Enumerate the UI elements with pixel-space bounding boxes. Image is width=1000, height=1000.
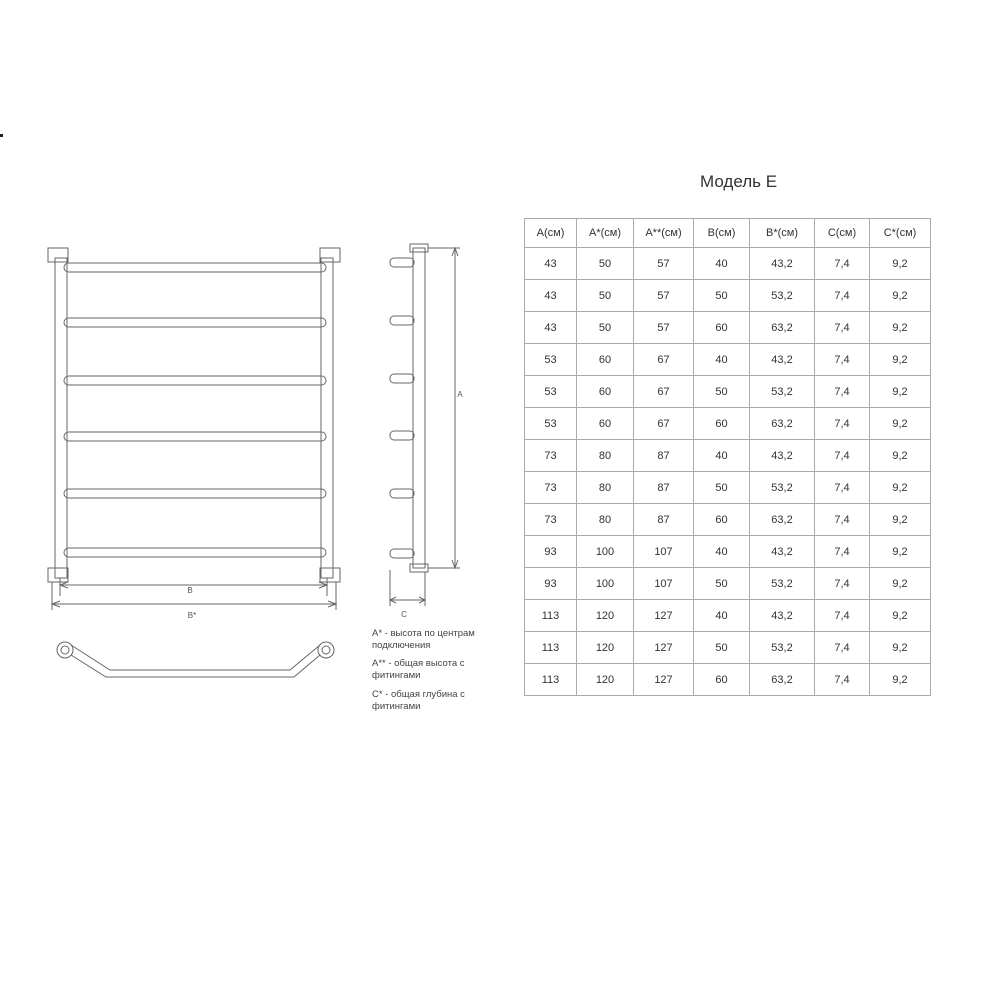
- table-cell: 40: [694, 600, 750, 632]
- table-cell: 9,2: [870, 312, 931, 344]
- table-cell: 50: [577, 312, 634, 344]
- table-cell: 9,2: [870, 376, 931, 408]
- table-row: [525, 280, 931, 312]
- table-cell: 53,2: [750, 376, 815, 408]
- table-cell: 7,4: [815, 632, 870, 664]
- table-cell: 120: [577, 664, 634, 696]
- table-cell: 50: [694, 568, 750, 600]
- table-cell: 120: [577, 600, 634, 632]
- table-cell: 73: [525, 504, 577, 536]
- table-cell: 63,2: [750, 312, 815, 344]
- top-view: [57, 642, 334, 677]
- rail-rung: [64, 432, 326, 441]
- table-cell: 9,2: [870, 344, 931, 376]
- table-cell: 43,2: [750, 536, 815, 568]
- table-row: [525, 568, 931, 600]
- table-cell: 50: [694, 376, 750, 408]
- table-cell: 57: [634, 312, 694, 344]
- table-row: [525, 376, 931, 408]
- table-cell: 43,2: [750, 248, 815, 280]
- table-cell: 7,4: [815, 280, 870, 312]
- column-header-a: A(см): [525, 219, 577, 248]
- table-cell: 7,4: [815, 248, 870, 280]
- table-row: [525, 312, 931, 344]
- legend-note-a-double-star: A** - общая высота с фитингами: [372, 658, 465, 681]
- table-cell: 87: [634, 440, 694, 472]
- left-end-ring-inner: [61, 646, 69, 654]
- table-cell: 9,2: [870, 664, 931, 696]
- table-cell: 40: [694, 344, 750, 376]
- table-cell: 80: [577, 472, 634, 504]
- table-cell: 50: [694, 632, 750, 664]
- table-row: [525, 344, 931, 376]
- table-cell: 53,2: [750, 472, 815, 504]
- column-header-c-star: C*(см): [870, 219, 931, 248]
- model-title: Модель E: [700, 172, 778, 191]
- front-view: [48, 248, 340, 610]
- table-row: [525, 664, 931, 696]
- table-cell: 9,2: [870, 408, 931, 440]
- table-cell: 50: [577, 280, 634, 312]
- table-header-row: [525, 219, 931, 248]
- right-end-ring-inner: [322, 646, 330, 654]
- table-row: [525, 440, 931, 472]
- table-cell: 7,4: [815, 376, 870, 408]
- rung-stub: [390, 316, 414, 325]
- table-cell: 67: [634, 376, 694, 408]
- dim-bstar-label: B*: [187, 611, 197, 620]
- table-cell: 107: [634, 536, 694, 568]
- table-cell: 63,2: [750, 408, 815, 440]
- table-cell: 9,2: [870, 440, 931, 472]
- table-cell: 40: [694, 536, 750, 568]
- table-cell: 43: [525, 248, 577, 280]
- table-cell: 107: [634, 568, 694, 600]
- table-cell: 60: [694, 408, 750, 440]
- table-cell: 53: [525, 376, 577, 408]
- rail-rung: [64, 263, 326, 272]
- table-cell: 87: [634, 504, 694, 536]
- table-row: [525, 248, 931, 280]
- table-cell: 73: [525, 440, 577, 472]
- table-cell: 43,2: [750, 440, 815, 472]
- table-cell: 7,4: [815, 472, 870, 504]
- legend-note-c-star: C* - общая глубина с фитингами: [372, 689, 465, 712]
- table-cell: 127: [634, 664, 694, 696]
- table-row: [525, 408, 931, 440]
- top-profile-outer: [71, 645, 320, 670]
- left-upright: [55, 258, 67, 578]
- table-cell: 7,4: [815, 312, 870, 344]
- right-upright: [321, 258, 333, 578]
- table-cell: 9,2: [870, 632, 931, 664]
- column-header-b: B(см): [694, 219, 750, 248]
- table-row: [525, 600, 931, 632]
- table-cell: 63,2: [750, 664, 815, 696]
- table-cell: 127: [634, 600, 694, 632]
- table-cell: 127: [634, 632, 694, 664]
- table-cell: 80: [577, 504, 634, 536]
- table-cell: 7,4: [815, 568, 870, 600]
- table-cell: 43: [525, 280, 577, 312]
- top-profile-inner: [71, 655, 320, 677]
- table-cell: 80: [577, 440, 634, 472]
- table-cell: 40: [694, 248, 750, 280]
- table-cell: 100: [577, 536, 634, 568]
- table-cell: 120: [577, 632, 634, 664]
- table-cell: 63,2: [750, 504, 815, 536]
- table-cell: 9,2: [870, 280, 931, 312]
- column-header-c: C(см): [815, 219, 870, 248]
- legend-note-a-star: A* - высота по центрам подключения: [372, 628, 475, 651]
- table-cell: 7,4: [815, 600, 870, 632]
- table-cell: 53: [525, 344, 577, 376]
- rail-rung: [64, 318, 326, 327]
- table-body: [525, 248, 931, 696]
- table-cell: 60: [577, 408, 634, 440]
- table-cell: 53: [525, 408, 577, 440]
- column-header-a-star: A*(см): [577, 219, 634, 248]
- table-cell: 73: [525, 472, 577, 504]
- rung-stub: [390, 431, 414, 440]
- dim-b-label: B: [187, 586, 193, 595]
- table-row: [525, 536, 931, 568]
- table-cell: 53,2: [750, 280, 815, 312]
- table-cell: 60: [577, 344, 634, 376]
- table-cell: 93: [525, 536, 577, 568]
- table-cell: 67: [634, 408, 694, 440]
- left-bottom-cap: [48, 568, 68, 582]
- left-end-ring: [57, 642, 73, 658]
- rung-stub: [390, 374, 414, 383]
- table-cell: 60: [577, 376, 634, 408]
- table-cell: 60: [694, 504, 750, 536]
- right-end-ring: [318, 642, 334, 658]
- left-top-cap: [48, 248, 68, 262]
- table-cell: 7,4: [815, 344, 870, 376]
- table-cell: 67: [634, 344, 694, 376]
- table-cell: 43,2: [750, 344, 815, 376]
- table-cell: 113: [525, 632, 577, 664]
- right-top-cap: [320, 248, 340, 262]
- column-header-b-star: B*(см): [750, 219, 815, 248]
- table-cell: 57: [634, 248, 694, 280]
- table-row: [525, 472, 931, 504]
- table-cell: 9,2: [870, 472, 931, 504]
- right-bottom-cap: [320, 568, 340, 582]
- table-cell: 57: [634, 280, 694, 312]
- table-cell: 9,2: [870, 248, 931, 280]
- rung-stub: [390, 258, 414, 267]
- table-cell: 7,4: [815, 504, 870, 536]
- table-cell: 93: [525, 568, 577, 600]
- table-cell: 7,4: [815, 408, 870, 440]
- table-cell: 43: [525, 312, 577, 344]
- table-cell: 60: [694, 312, 750, 344]
- table-cell: 50: [694, 280, 750, 312]
- rung-stub: [390, 489, 414, 498]
- table-cell: 43,2: [750, 600, 815, 632]
- table-cell: 40: [694, 440, 750, 472]
- table-cell: 113: [525, 664, 577, 696]
- table-cell: 50: [694, 472, 750, 504]
- table-cell: 100: [577, 568, 634, 600]
- table-cell: 53,2: [750, 568, 815, 600]
- rail-rung: [64, 376, 326, 385]
- table-cell: 7,4: [815, 536, 870, 568]
- dim-a-label: A: [457, 390, 463, 399]
- table-cell: 7,4: [815, 440, 870, 472]
- dimensions-table: [524, 218, 931, 696]
- table-cell: 113: [525, 600, 577, 632]
- rung-stub: [390, 549, 414, 558]
- table-cell: 9,2: [870, 536, 931, 568]
- table-cell: 9,2: [870, 600, 931, 632]
- column-header-a-double-star: A**(см): [634, 219, 694, 248]
- table-row: [525, 632, 931, 664]
- table-cell: 9,2: [870, 504, 931, 536]
- side-upright: [413, 248, 425, 568]
- table-cell: 53,2: [750, 632, 815, 664]
- dim-c-label: C: [401, 610, 407, 619]
- side-view: [390, 244, 460, 606]
- table-cell: 87: [634, 472, 694, 504]
- table-cell: 7,4: [815, 664, 870, 696]
- table-cell: 60: [694, 664, 750, 696]
- table-cell: 50: [577, 248, 634, 280]
- rail-rung: [64, 548, 326, 557]
- table-row: [525, 504, 931, 536]
- rail-rung: [64, 489, 326, 498]
- table-cell: 9,2: [870, 568, 931, 600]
